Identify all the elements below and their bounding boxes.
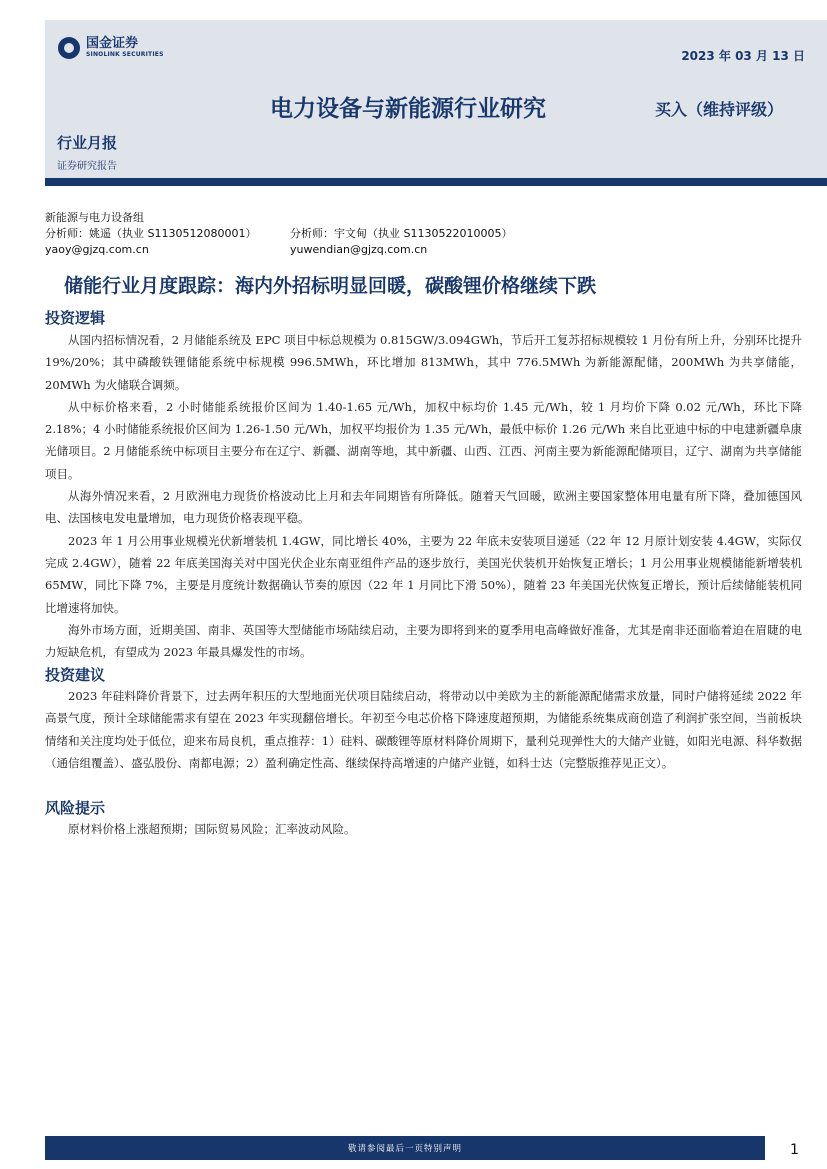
header-stripe [45, 178, 827, 186]
paragraph: 原材料价格上涨超预期；国际贸易风险；汇率波动风险。 [68, 822, 356, 836]
section-body-risk [45, 818, 802, 840]
footer-disclaimer[interactable]: 敬请参阅最后一页特别声明 [347, 1144, 462, 1154]
logo-en-text: SINOLINK SECURITIES [86, 51, 164, 58]
report-date: 2023 年 03 月 13 日 [681, 49, 805, 63]
paragraph: 2023 年硅料降价背景下，过去两年积压的大型地面光伏项目陆续启动，将带动以中美欧为主的新能源配储需求放量，同时户储将延续 2022 年高景气度，预计全球储能需求有望在 2023 年实现翻倍增长。年初至今电芯价格下降速度超预期，为储能系统集成商创造了利润扩张空间，当前板块情绪和关注度均处于低位，迎来布局良机，重点推荐：1）硅料、碳酸锂等原材料降价周期下，量利兑现弹性大的大储产业链，如阳光电源、科华数据（通信组覆盖）、盛弘股份、南都电源；2）盈利确定性高、继续保持高增速的户储产业链，如科士达（完整版推荐见正文）。 [45, 689, 802, 770]
paragraph: 从海外情况来看，2 月欧洲电力现货价格波动比上月和去年同期皆有所降低。随着天气回暖，欧洲主要国家整体用电量有所下降，叠加德国风电、法国核电发电量增加，电力现货价格表现平稳。 [45, 489, 802, 526]
report-subtype: 证券研究报告 [57, 161, 117, 172]
section-body-logic [45, 329, 802, 663]
section-title-risk: 风险提示 [45, 799, 106, 817]
rating-badge: 买入（维持评级） [655, 100, 784, 119]
report-headline: 储能行业月度跟踪：海内外招标明显回暖，碳酸锂价格继续下跌 [64, 275, 597, 297]
analyst-info [45, 210, 512, 258]
paragraph: 从中标价格来看，2 小时储能系统报价区间为 1.40-1.65 元/Wh，加权中标均价 1.45 元/Wh，较 1 月均价下降 0.02 元/Wh，环比下降 2.18%；4 小时储能系统报价区间为 1.26-1.50 元/Wh，加权平均报价为 1.35 元/Wh，最低中标价 1.26 元/Wh 来自比亚迪中标的中电建新疆阜康光储项目。2 月储能系统中标项目主要分布在辽宁、新疆、湖南等地，其中新疆、山西、江西、河南主要为新能源配储项目，辽宁、湖南为共享储能项目。 [45, 399, 802, 481]
analyst-2-email[interactable]: yuwendian@gjzq.com.cn [290, 243, 428, 256]
analyst-1: 分析师：姚遥（执业 S1130512080001） [45, 227, 257, 240]
analyst-1-email[interactable]: yaoy@gjzq.com.cn [45, 243, 149, 256]
section-title-advice: 投资建议 [45, 666, 106, 684]
report-type: 行业月报 [57, 134, 118, 152]
logo-icon [58, 37, 80, 59]
paragraph: 2023 年 1 月公用事业规模光伏新增装机 1.4GW，同比增长 40%，主要为 22 年底未安装项目递延（22 年 12 月原计划安装 4.4GW，实际仅完成 2.4GW），随着 22 年底美国海关对中国光伏企业东南亚组件产品的逐步放行，美国光伏装机开始恢复正增长；1 月公用事业规模储能新增装机 65MW，同比下降 7%，主要是月度统计数据确认节奏的原因（22 年 1 月同比下滑 50%），随着 23 年美国光伏恢复正增长，预计后续储能装机同比增速将加快。 [45, 533, 802, 615]
logo-cn-text: 国金证券 [86, 36, 139, 51]
paragraph: 海外市场方面，近期美国、南非、英国等大型储能市场陆续启动，主要为即将到来的夏季用电高峰做好准备，尤其是南非还面临着迫在眉睫的电力短缺危机，有望成为 2023 年最具爆发性的市场。 [45, 622, 802, 660]
report-title: 电力设备与新能源行业研究 [270, 96, 546, 122]
paragraph: 从国内招标情况看，2 月储能系统及 EPC 项目中标总规模为 0.815GW/3.094GWh，节后开工复苏招标规模较 1 月份有所上升，分别环比提升 19%/20%；其中磷酸铁锂储能系统中标规模 996.5MWh，环比增加 813MWh，其中 776.5MWh 为新能源配储，200MWh 为共享储能，20MWh 为火储联合调频。 [45, 333, 802, 392]
footer-bar [45, 1136, 765, 1160]
section-body-advice [45, 685, 802, 774]
analyst-2: 分析师：宇文甸（执业 S1130522010005） [290, 227, 513, 240]
analyst-group: 新能源与电力设备组 [45, 211, 144, 224]
company-logo [58, 37, 164, 59]
page-number: 1 [790, 1142, 799, 1158]
section-title-logic: 投资逻辑 [45, 309, 106, 327]
